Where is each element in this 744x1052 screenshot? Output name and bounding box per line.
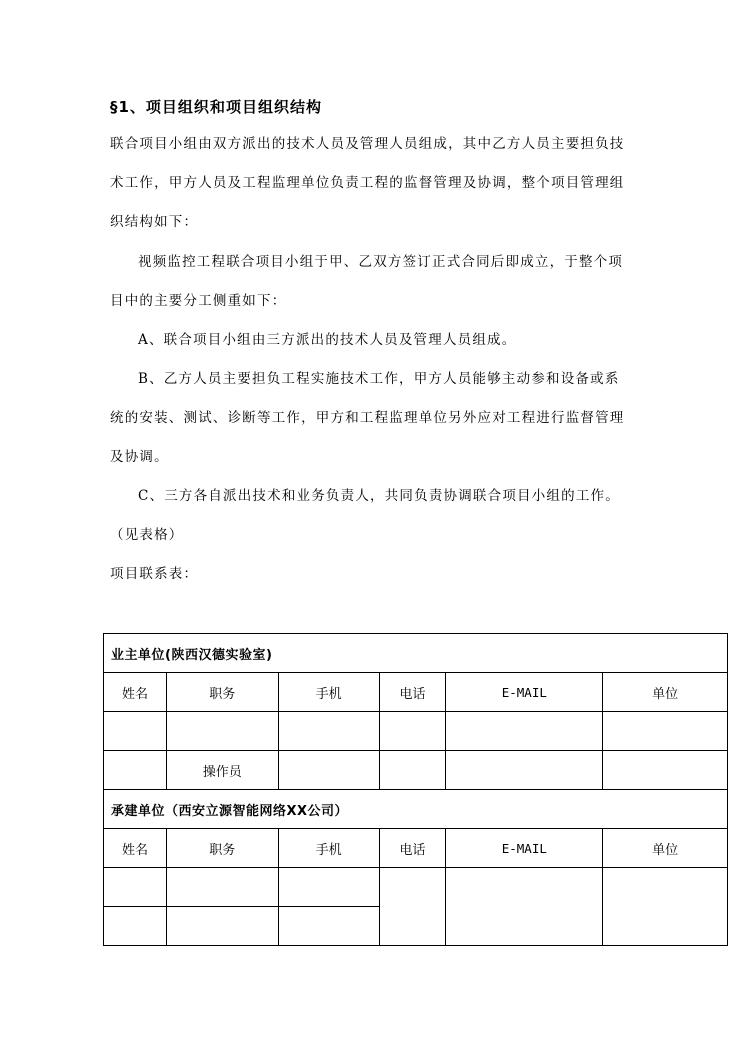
text-line: C、三方各自派出技术和业务负责人，共同负责协调联合项目小组的工作。 [138, 488, 620, 504]
owner-header-row [104, 673, 728, 712]
text-line: A、联合项目小组由三方派出的技术人员及管理人员组成。 [138, 332, 517, 348]
empty-cell [446, 751, 603, 790]
empty-cell [104, 751, 167, 790]
paragraph-item-a [110, 321, 650, 360]
table-row [104, 751, 728, 790]
header-name: 姓名 [104, 829, 167, 868]
empty-cell [379, 868, 446, 946]
builder-unit-title: 承建单位（西安立源智能网络XX公司） [104, 790, 728, 829]
text-line: 及协调。 [110, 449, 169, 465]
paragraph-division-of-work [110, 243, 650, 321]
header-mobile: 手机 [278, 829, 379, 868]
header-name: 姓名 [104, 673, 167, 712]
paragraph-team-composition [110, 125, 650, 242]
header-phone: 电话 [379, 829, 446, 868]
empty-cell [278, 868, 379, 907]
empty-cell [278, 907, 379, 946]
empty-cell [603, 868, 728, 946]
empty-cell [603, 712, 728, 751]
empty-cell [104, 712, 167, 751]
text-line: 项目联系表： [110, 566, 199, 582]
paragraph-contact-table-label [110, 555, 650, 594]
empty-cell [379, 712, 446, 751]
text-line: 统的安装、测试、诊断等工作，甲方和工程监理单位另外应对工程进行监督管理 [110, 410, 625, 426]
paragraph-item-c [110, 477, 650, 555]
header-email: E-MAIL [446, 829, 603, 868]
paragraph-item-b [110, 360, 650, 477]
empty-cell [166, 868, 278, 907]
text-line: 视频监控工程联合项目小组于甲、乙双方签订正式合同后即成立，于整个项 [138, 254, 624, 270]
empty-cell [446, 868, 603, 946]
section-heading: §1、项目组织和项目组织结构 [110, 98, 322, 116]
text-line: 术工作，甲方人员及工程监理单位负责工程的监督管理及协调，整个项目管理组 [110, 175, 625, 191]
header-unit: 单位 [603, 673, 728, 712]
owner-unit-title: 业主单位(陕西汉德实验室) [104, 634, 728, 673]
empty-cell [278, 751, 379, 790]
operator-role-cell: 操作员 [166, 751, 278, 790]
header-email: E-MAIL [446, 673, 603, 712]
text-line: 目中的主要分工侧重如下： [110, 293, 287, 309]
text-line: 织结构如下： [110, 214, 199, 230]
project-contact-table [103, 633, 728, 946]
header-mobile: 手机 [278, 673, 379, 712]
empty-cell [446, 712, 603, 751]
header-position: 职务 [166, 673, 278, 712]
empty-cell [603, 751, 728, 790]
empty-cell [104, 868, 167, 907]
empty-cell [379, 751, 446, 790]
table-row [104, 868, 728, 907]
empty-cell [166, 712, 278, 751]
empty-cell [104, 907, 167, 946]
empty-cell [166, 907, 278, 946]
text-line: （见表格） [110, 527, 184, 543]
empty-cell [278, 712, 379, 751]
table-row [104, 712, 728, 751]
header-unit: 单位 [603, 829, 728, 868]
text-line: B、乙方人员主要担负工程实施技术工作，甲方人员能够主动参和设备或系 [138, 371, 620, 387]
header-phone: 电话 [379, 673, 446, 712]
builder-unit-title-row [104, 790, 728, 829]
text-line: 联合项目小组由双方派出的技术人员及管理人员组成，其中乙方人员主要担负技 [110, 136, 625, 152]
builder-header-row [104, 829, 728, 868]
owner-unit-title-row [104, 634, 728, 673]
header-position: 职务 [166, 829, 278, 868]
